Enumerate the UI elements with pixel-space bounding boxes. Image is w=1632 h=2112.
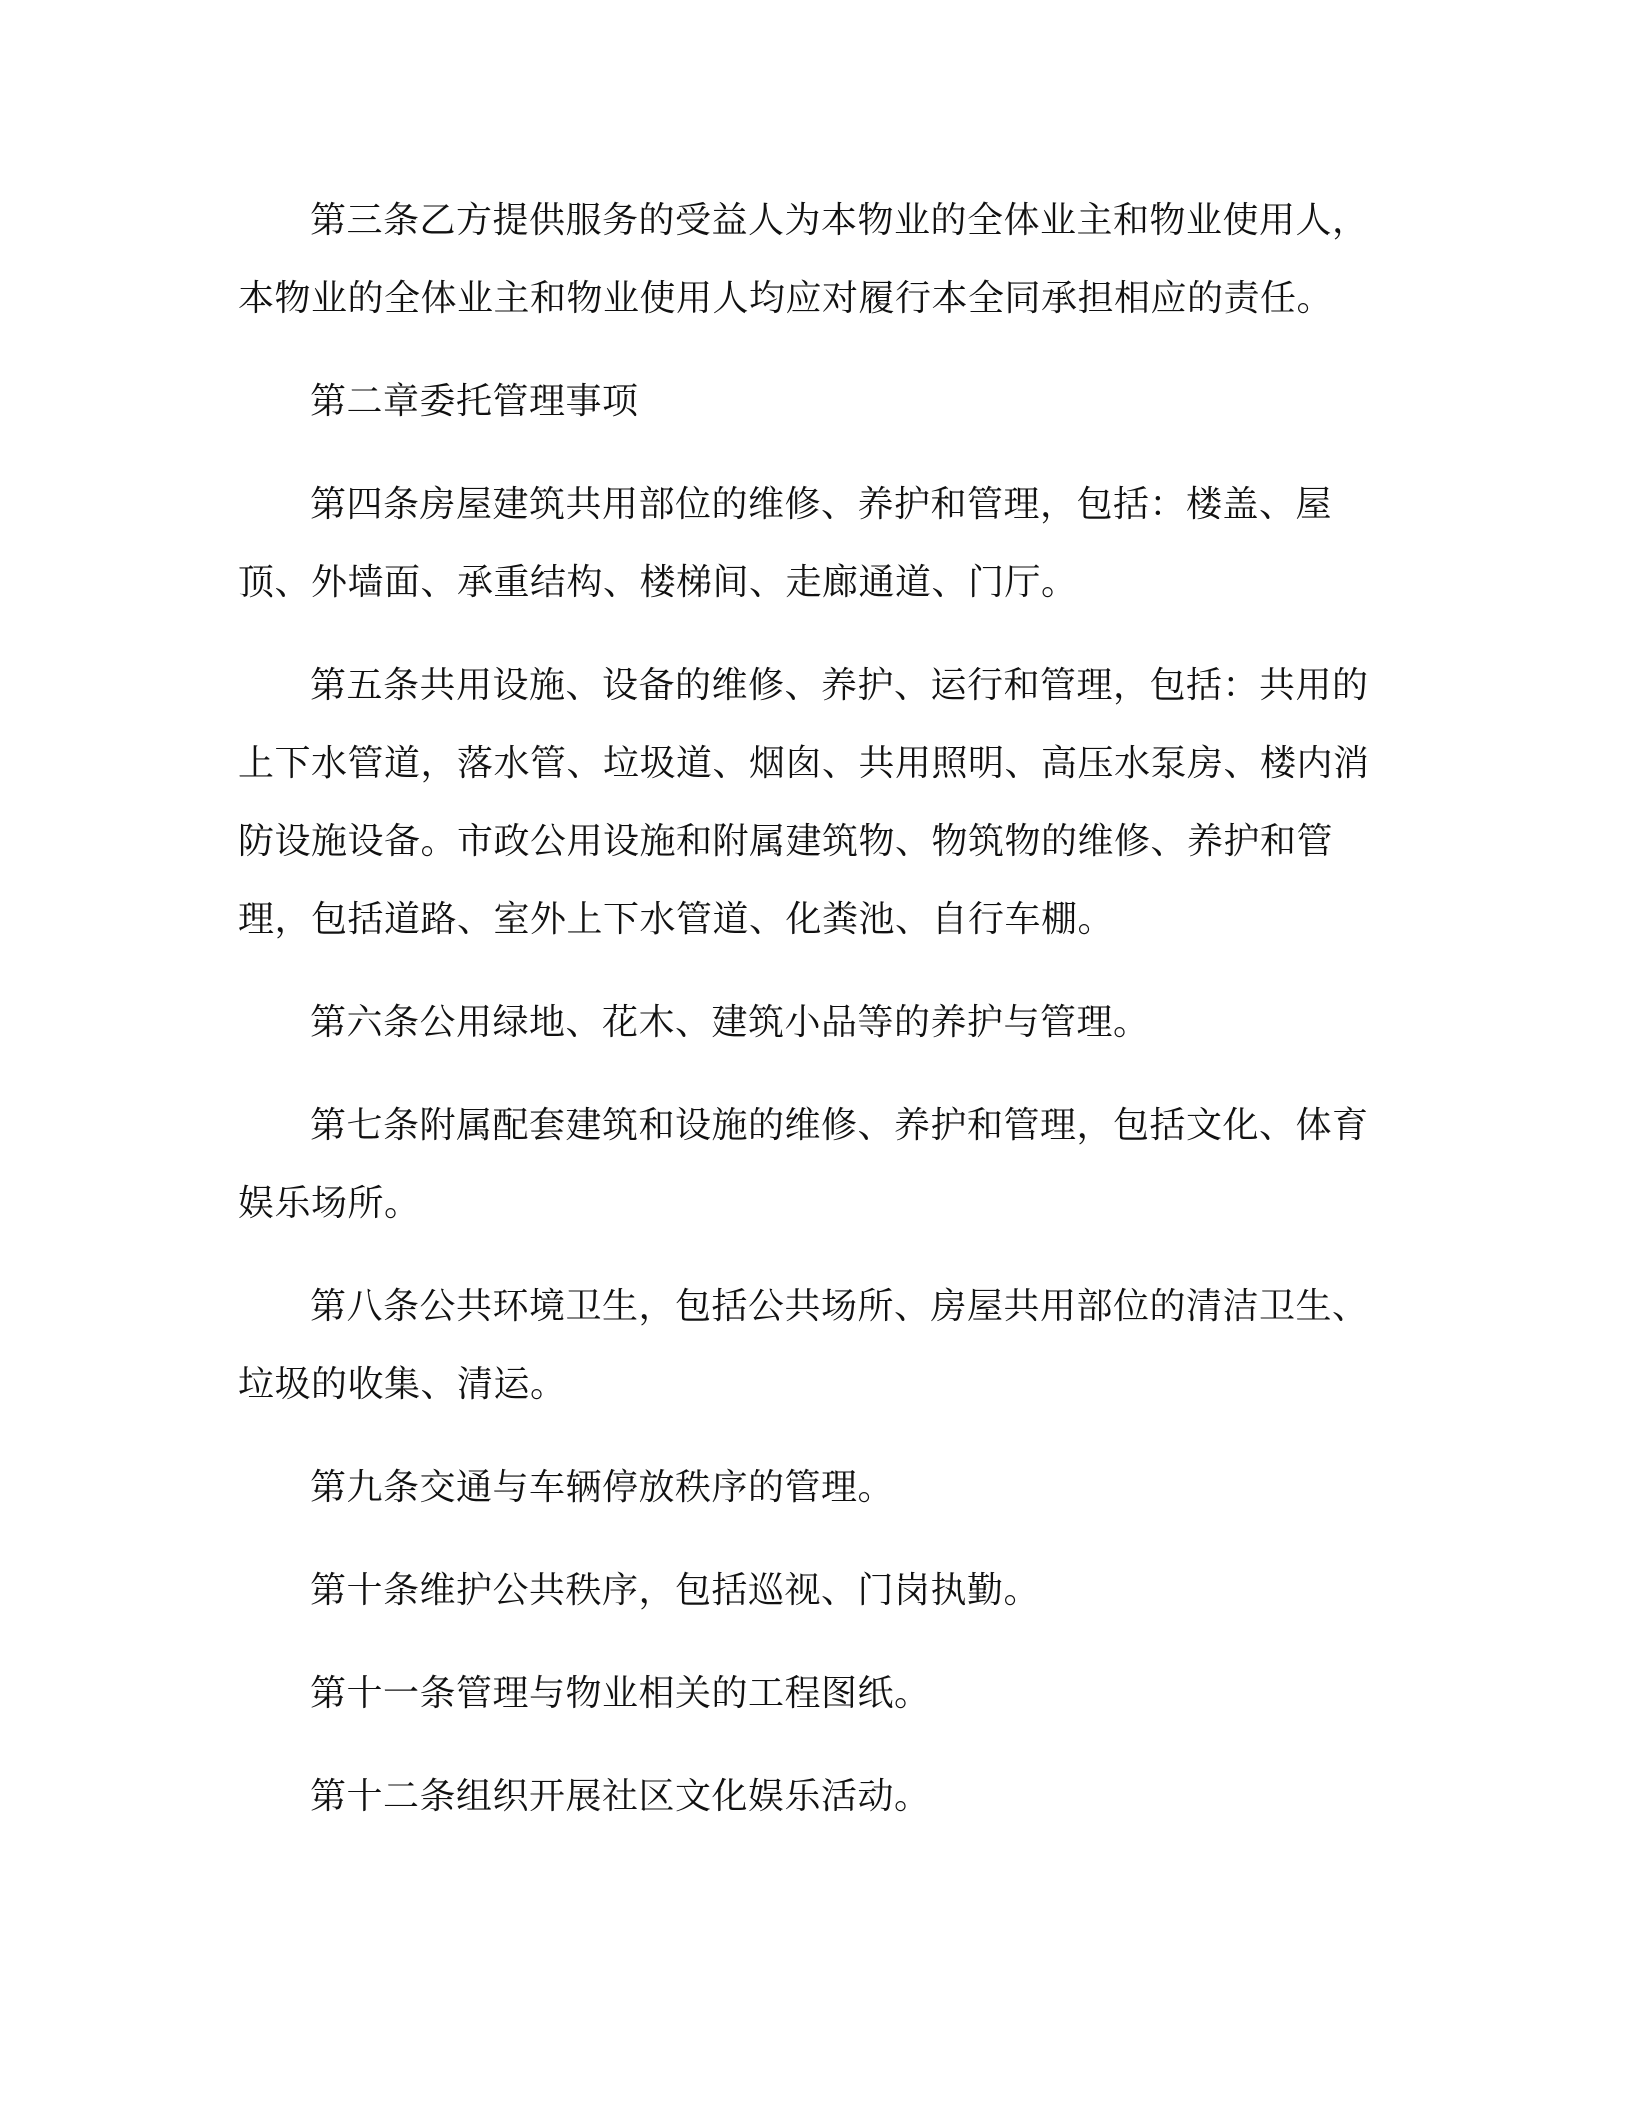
- article-10-paragraph: 第十条维护公共秩序，包括巡视、门岗执勤。: [310, 1570, 1041, 1611]
- article-3-paragraph: 第三条乙方提供服务的受益人为本物业的全体业主和物业使用人，本物业的全体业主和物业使用人均应对履行本全同承担相应的责任。: [238, 200, 1369, 319]
- article-8-paragraph: 第八条公共环境卫生，包括公共场所、房屋共用部位的清洁卫生、垃圾的收集、清运。: [238, 1286, 1369, 1405]
- article-12-paragraph: 第十二条组织开展社区文化娱乐活动。: [310, 1776, 931, 1817]
- document-body: [238, 182, 1388, 1836]
- article-9-paragraph: 第九条交通与车辆停放秩序的管理。: [310, 1467, 895, 1508]
- article-6-paragraph: 第六条公用绿地、花木、建筑小品等的养护与管理。: [310, 1002, 1150, 1043]
- article-11-paragraph: 第十一条管理与物业相关的工程图纸。: [310, 1673, 931, 1714]
- article-5-paragraph: 第五条共用设施、设备的维修、养护、运行和管理，包括：共用的上下水管道，落水管、垃圾道、烟囱、共用照明、高压水泵房、楼内消防设施设备。市政公用设施和附属建筑物、物筑物的维修、养护和管理，包括道路、室外上下水管道、化粪池、自行车棚。: [238, 665, 1370, 940]
- chapter-2-heading: 第二章委托管理事项: [310, 381, 639, 422]
- article-4-paragraph: 第四条房屋建筑共用部位的维修、养护和管理，包括：楼盖、屋顶、外墙面、承重结构、楼梯间、走廊通道、门厅。: [238, 484, 1333, 603]
- article-7-paragraph: 第七条附属配套建筑和设施的维修、养护和管理，包括文化、体育娱乐场所。: [238, 1105, 1369, 1224]
